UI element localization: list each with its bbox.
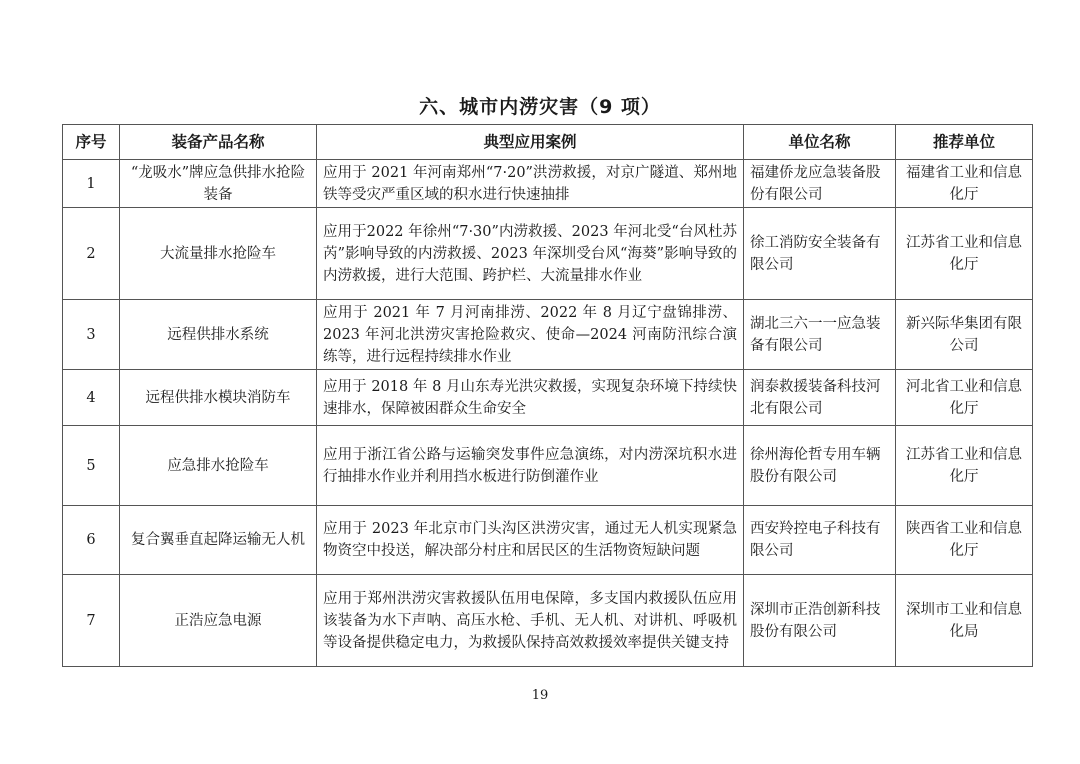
row-unit: 湖北三六一一应急装备有限公司 [744,300,896,370]
row-unit: 西安羚控电子科技有限公司 [744,506,896,575]
row-case: 应用于2022 年徐州“7·30”内涝救援、2023 年河北受“台风杜苏芮”影响导致的内涝救援、2023 年深圳受台风“海葵”影响导致的内涝救援，进行大范围、跨护栏、大流量排水作业 [317,208,744,300]
row-no: 3 [63,300,120,370]
header-recommender: 推荐单位 [896,125,1033,160]
row-case: 应用于浙江省公路与运输突发事件应急演练，对内涝深坑积水进行抽排水作业并利用挡水板进行防倒灌作业 [317,426,744,506]
equipment-table [62,124,1033,667]
row-product-name: 大流量排水抢险车 [120,208,317,300]
table-header-row [63,125,1033,160]
row-recommender: 新兴际华集团有限公司 [896,300,1033,370]
row-no: 5 [63,426,120,506]
row-recommender: 江苏省工业和信息化厅 [896,426,1033,506]
table-row [63,370,1033,426]
table-row [63,300,1033,370]
row-product-name: 正浩应急电源 [120,575,317,667]
row-product-name: 远程供排水系统 [120,300,317,370]
page-title: 六、城市内涝灾害（9 项） [419,96,661,118]
row-recommender: 陕西省工业和信息化厅 [896,506,1033,575]
row-recommender: 深圳市工业和信息化局 [896,575,1033,667]
row-unit: 徐州海伦哲专用车辆股份有限公司 [744,426,896,506]
row-unit: 徐工消防安全装备有限公司 [744,208,896,300]
header-case: 典型应用案例 [317,125,744,160]
row-product-name: “龙吸水”牌应急供排水抢险装备 [120,160,317,208]
header-no: 序号 [63,125,120,160]
row-no: 4 [63,370,120,426]
row-no: 6 [63,506,120,575]
table-row [63,506,1033,575]
page-number: 19 [531,688,549,703]
row-case: 应用于 2023 年北京市门头沟区洪涝灾害，通过无人机实现紧急物资空中投送，解决部分村庄和居民区的生活物资短缺问题 [317,506,744,575]
row-case: 应用于 2018 年 8 月山东寿光洪灾救援，实现复杂环境下持续快速排水，保障被困群众生命安全 [317,370,744,426]
table-row [63,575,1033,667]
header-unit: 单位名称 [744,125,896,160]
header-product-name: 装备产品名称 [120,125,317,160]
row-recommender: 河北省工业和信息化厅 [896,370,1033,426]
table-row [63,208,1033,300]
row-no: 1 [63,160,120,208]
row-product-name: 复合翼垂直起降运输无人机 [120,506,317,575]
row-no: 7 [63,575,120,667]
row-unit: 深圳市正浩创新科技股份有限公司 [744,575,896,667]
row-recommender: 福建省工业和信息化厅 [896,160,1033,208]
row-case: 应用于 2021 年 7 月河南排涝、2022 年 8 月辽宁盘锦排涝、2023 年河北洪涝灾害抢险救灾、使命—2024 河南防汛综合演练等，进行远程持续排水作业 [317,300,744,370]
row-unit: 福建侨龙应急装备股份有限公司 [744,160,896,208]
row-no: 2 [63,208,120,300]
row-product-name: 远程供排水模块消防车 [120,370,317,426]
row-case: 应用于郑州洪涝灾害救援队伍用电保障，多支国内救援队伍应用该装备为水下声呐、高压水枪、手机、无人机、对讲机、呼吸机等设备提供稳定电力，为救援队保持高效救援效率提供关键支持 [317,575,744,667]
row-product-name: 应急排水抢险车 [120,426,317,506]
table-row [63,160,1033,208]
table-row [63,426,1033,506]
row-recommender: 江苏省工业和信息化厅 [896,208,1033,300]
row-case: 应用于 2021 年河南郑州“7·20”洪涝救援，对京广隧道、郑州地铁等受灾严重区域的积水进行快速抽排 [317,160,744,208]
row-unit: 润泰救援装备科技河北有限公司 [744,370,896,426]
